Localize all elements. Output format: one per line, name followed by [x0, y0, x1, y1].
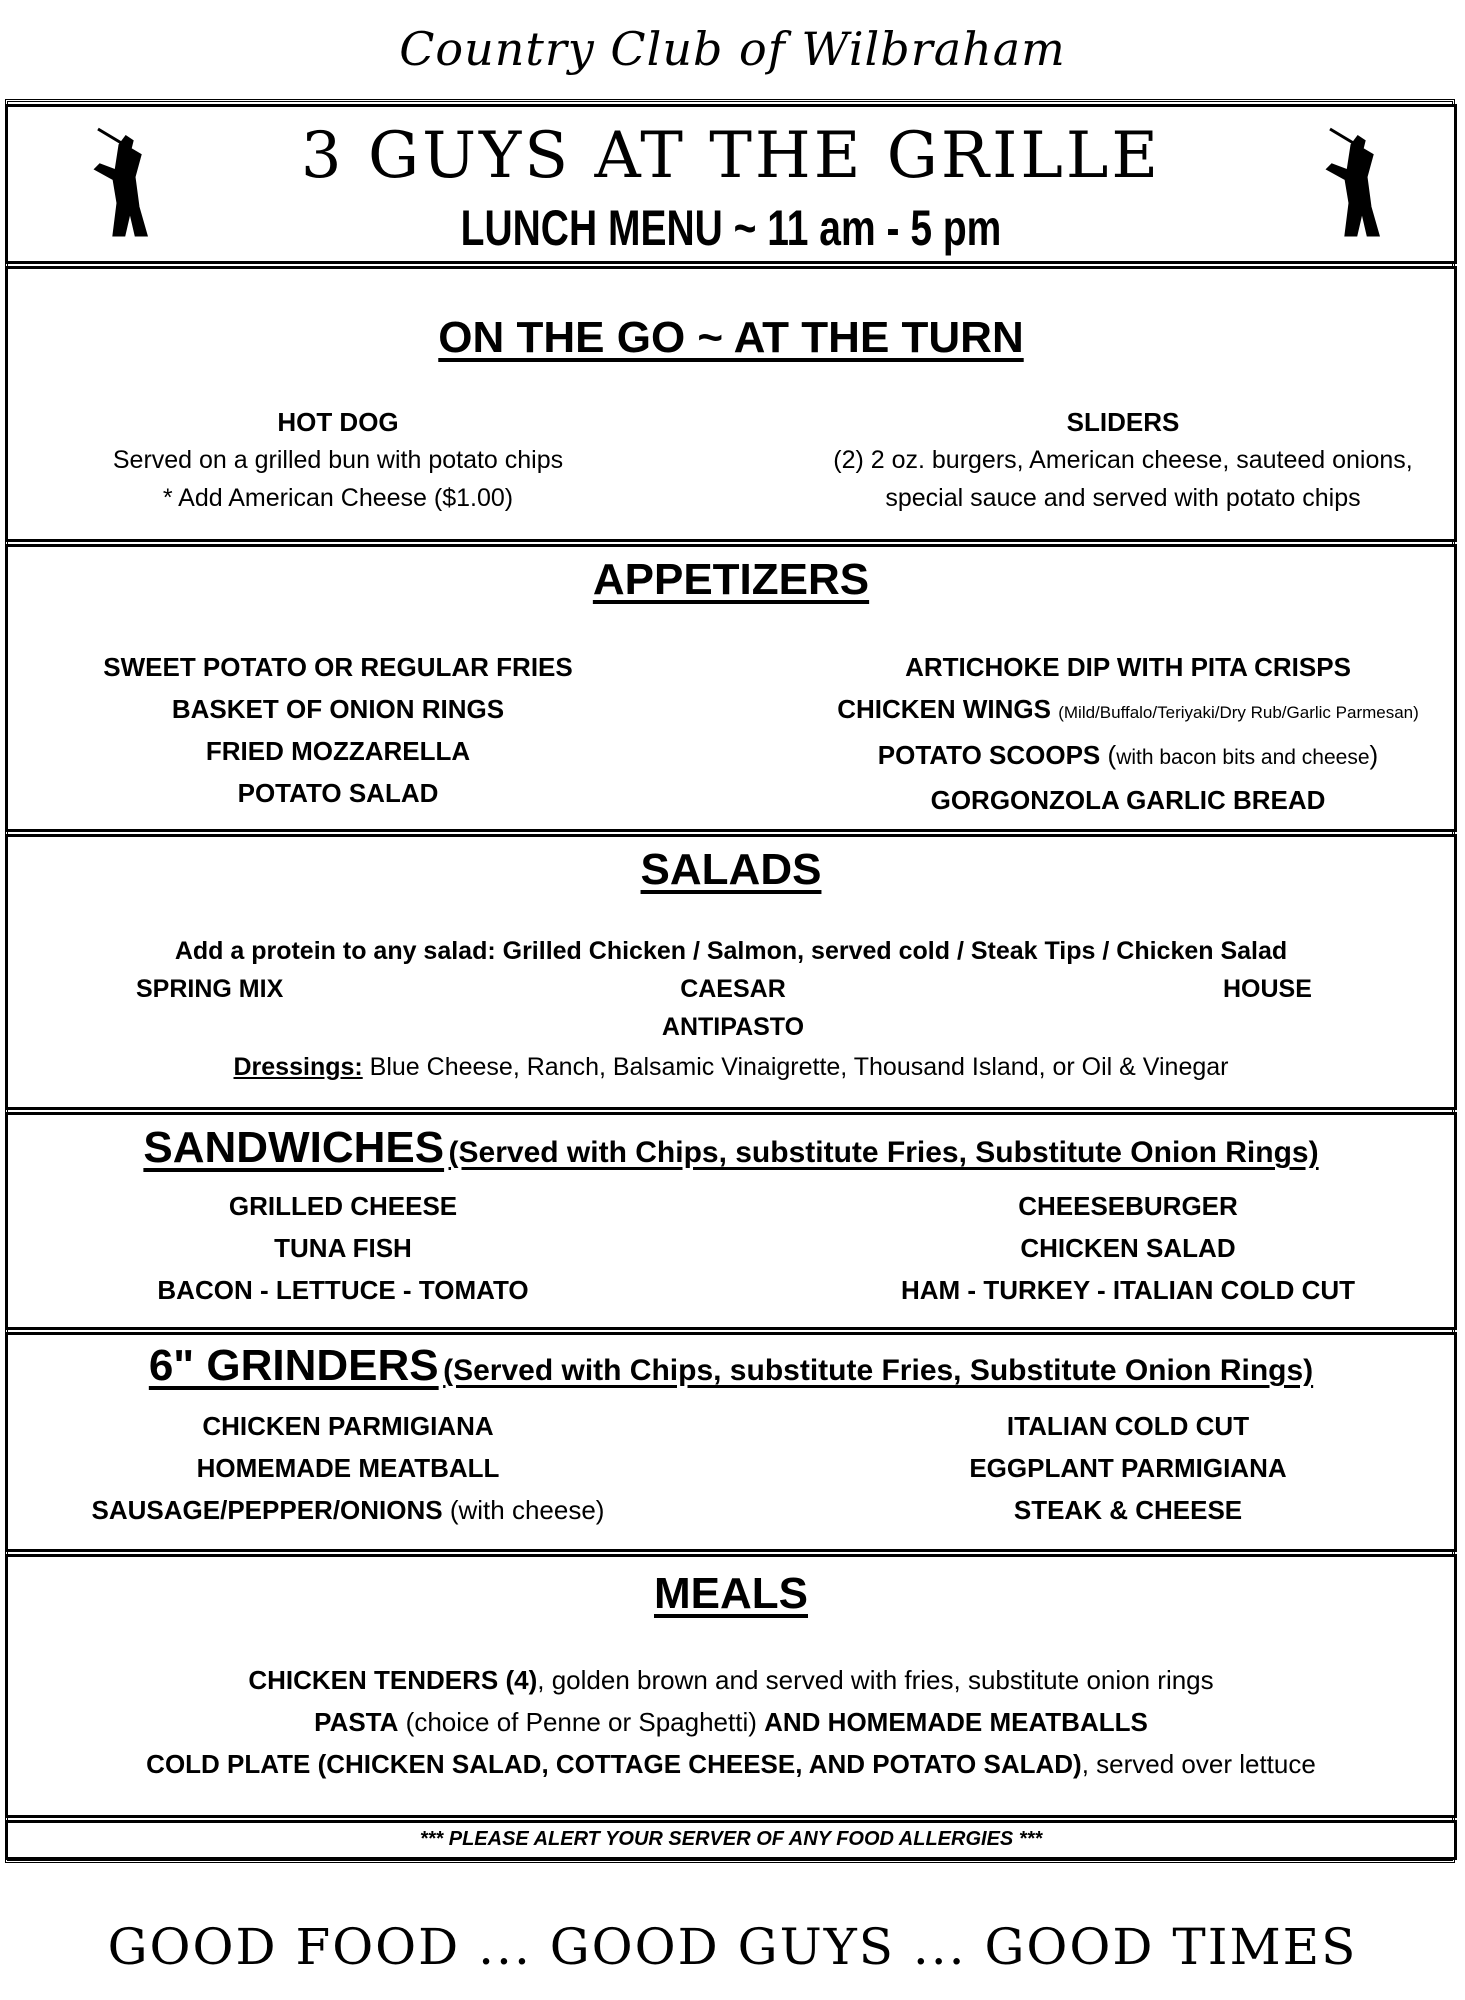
section-title: SALADS: [640, 845, 822, 894]
dressings-list: Blue Cheese, Ranch, Balsamic Vinaigrette, Thousand Island, or Oil & Vinegar: [369, 1053, 1229, 1081]
menu-item: [798, 734, 1458, 779]
section-sandwiches: [5, 1112, 1457, 1330]
section-note: (Served with Chips, substitute Fries, Substitute Onion Rings): [448, 1136, 1319, 1169]
item-note-paren: ): [1369, 740, 1379, 770]
sandwiches-left-list: [28, 1185, 658, 1311]
salad-item: HOUSE: [1223, 975, 1312, 1003]
menu-item: GORGONZOLA GARLIC BREAD: [930, 785, 1326, 815]
item-description: (2) 2 oz. burgers, American cheese, sauteed onions,: [833, 446, 1413, 474]
section-title: SANDWICHES: [143, 1123, 445, 1172]
menu-item: CHICKEN SALAD: [1020, 1233, 1236, 1263]
menu-item: ITALIAN COLD CUT: [1006, 1411, 1250, 1441]
menu-item: POTATO SALAD: [237, 778, 439, 808]
item-name: PASTA: [314, 1707, 399, 1737]
salad-protein-note: Add a protein to any salad: Grilled Chicken / Salmon, served cold / Steak Tips / Chicken Salad: [174, 937, 1288, 965]
section-title: APPETIZERS: [592, 555, 870, 604]
item-name: POTATO SCOOPS: [877, 740, 1101, 770]
sandwiches-right-list: [808, 1185, 1448, 1311]
section-title: 6" GRINDERS: [148, 1341, 439, 1390]
section-title: MEALS: [654, 1569, 808, 1618]
section-title-row: [8, 1341, 1454, 1391]
section-grinders: [5, 1332, 1457, 1552]
menu-item: CHICKEN PARMIGIANA: [202, 1411, 494, 1441]
golfer-moon-icon: [1290, 115, 1440, 265]
salad-item: CAESAR: [680, 975, 786, 1003]
section-salads: [5, 834, 1457, 1110]
club-name: Country Club of Wilbraham: [399, 22, 1066, 76]
section-meals: [5, 1554, 1457, 1818]
meal-item: [8, 1749, 1454, 1780]
dressings-label: Dressings:: [233, 1053, 363, 1081]
salad-item: ANTIPASTO: [661, 1013, 805, 1041]
item-name: CHICKEN WINGS: [837, 694, 1051, 724]
salad-item: SPRING MIX: [136, 975, 284, 1003]
menu-item: HOMEMADE MEATBALL: [196, 1453, 500, 1483]
section-title-row: [8, 1123, 1454, 1173]
item-name: COLD PLATE (CHICKEN SALAD, COTTAGE CHEESE, AND POTATO SALAD): [146, 1749, 1082, 1779]
allergy-notice-box: [5, 1820, 1457, 1860]
menu-item: FRIED MOZZARELLA: [205, 736, 471, 766]
allergy-notice: *** PLEASE ALERT YOUR SERVER OF ANY FOOD ALLERGIES ***: [419, 1828, 1043, 1850]
menu-item-hot-dog: [28, 403, 648, 517]
meal-item: [8, 1707, 1454, 1738]
restaurant-title: 3 GUYS AT THE GRILLE: [300, 119, 1162, 193]
menu-item: HAM - TURKEY - ITALIAN COLD CUT: [901, 1275, 1355, 1305]
menu-item: TUNA FISH: [274, 1233, 412, 1263]
section-note: (Served with Chips, substitute Fries, Substitute Onion Rings): [443, 1354, 1314, 1387]
item-name: SAUSAGE/PEPPER/ONIONS: [91, 1495, 443, 1525]
grinders-right-list: [808, 1405, 1448, 1531]
menu-item: GRILLED CHEESE: [228, 1191, 458, 1221]
section-title: ON THE GO ~ AT THE TURN: [438, 313, 1024, 362]
menu-item: BASKET OF ONION RINGS: [171, 694, 505, 724]
item-description: (choice of Penne or Spaghetti): [405, 1707, 757, 1737]
item-addon: * Add American Cheese ($1.00): [162, 484, 514, 512]
item-name: HOT DOG: [277, 407, 399, 437]
item-description: Served on a grilled bun with potato chips: [112, 446, 564, 474]
item-note: (Mild/Buffalo/Teriyaki/Dry Rub/Garlic Parmesan): [1058, 703, 1419, 722]
item-description: , golden brown and served with fries, substitute onion rings: [537, 1665, 1214, 1695]
item-name: SLIDERS: [1066, 407, 1180, 437]
footer-tagline: GOOD FOOD ... GOOD GUYS ... GOOD TIMES: [107, 1918, 1358, 1976]
menu-item: BACON - LETTUCE - TOMATO: [157, 1275, 529, 1305]
meal-item: [8, 1665, 1454, 1696]
item-name: AND HOMEMADE MEATBALLS: [764, 1707, 1148, 1737]
item-note: with bacon bits and cheese: [1116, 746, 1370, 769]
item-description: special sauce and served with potato chips: [885, 484, 1361, 512]
menu-item: SWEET POTATO OR REGULAR FRIES: [103, 652, 573, 682]
menu-item-sliders: [798, 403, 1448, 517]
item-name: CHICKEN TENDERS (4): [248, 1665, 538, 1695]
menu-item: EGGPLANT PARMIGIANA: [969, 1453, 1287, 1483]
item-description: , served over lettuce: [1081, 1749, 1316, 1779]
item-note: (with cheese): [449, 1495, 605, 1525]
lunch-hours: LUNCH MENU ~ 11 am - 5 pm: [460, 200, 1002, 256]
appetizers-left-list: [28, 646, 648, 814]
menu-item: ARTICHOKE DIP WITH PITA CRISPS: [905, 652, 1351, 682]
grinders-left-list: [28, 1405, 668, 1531]
menu-item: [798, 688, 1458, 734]
section-on-the-go: [5, 266, 1457, 542]
salad-dressings: [8, 1053, 1454, 1082]
appetizers-right-list: [798, 646, 1458, 821]
menu-item: CHEESEBURGER: [1018, 1191, 1238, 1221]
item-note-paren: (: [1107, 740, 1117, 770]
section-appetizers: [5, 544, 1457, 832]
menu-item: [28, 1489, 668, 1531]
menu-item: STEAK & CHEESE: [1013, 1495, 1243, 1525]
menu-header: [5, 104, 1457, 264]
